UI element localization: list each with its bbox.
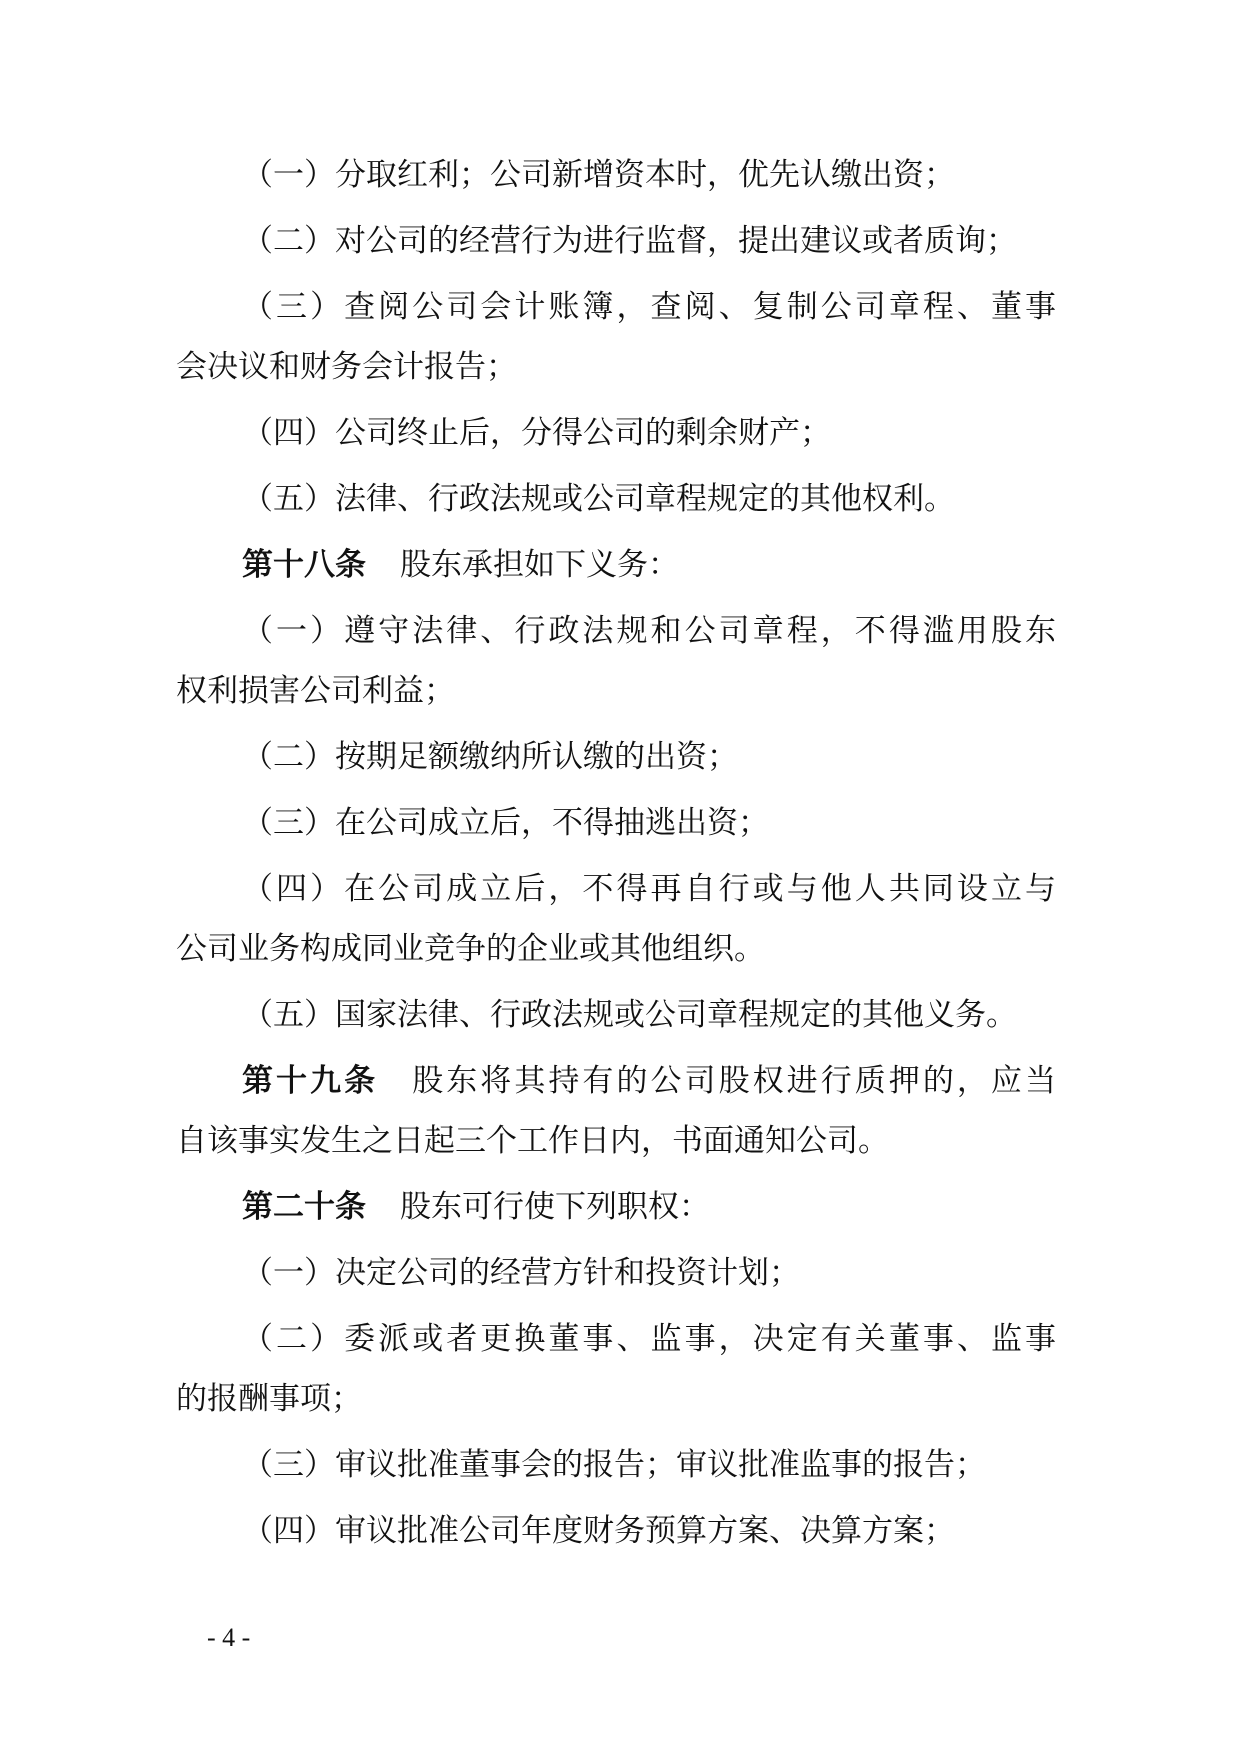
article-19-heading: 第十九条 — [242, 1063, 379, 1099]
article-18-heading: 第十八条 — [242, 547, 366, 583]
paragraph-line: （三）查阅公司会计账簿，查阅、复制公司章程、董事 — [242, 289, 1056, 325]
paragraph-line: （一）决定公司的经营方针和投资计划； — [242, 1255, 800, 1291]
paragraph-line: （一）分取红利；公司新增资本时，优先认缴出资； — [242, 157, 955, 193]
paragraph-line: （二）委派或者更换董事、监事，决定有关董事、监事 — [242, 1321, 1056, 1357]
article-20-heading: 第二十条 — [242, 1189, 366, 1225]
paragraph-line: 会决议和财务会计报告； — [176, 349, 517, 385]
paragraph-line: （五）法律、行政法规或公司章程规定的其他权利。 — [242, 481, 955, 517]
paragraph-line: （五）国家法律、行政法规或公司章程规定的其他义务。 — [242, 997, 1017, 1033]
article-20-line — [242, 1174, 1056, 1240]
article-19-text: 股东将其持有的公司股权进行质押的，应当 — [412, 1063, 1057, 1099]
paragraph-line: （三）审议批准董事会的报告；审议批准监事的报告； — [242, 1447, 986, 1483]
paragraph-line: 权利损害公司利益； — [176, 673, 455, 709]
page-number: - 4 - — [207, 1623, 251, 1652]
paragraph-line: 自该事实发生之日起三个工作日内，书面通知公司。 — [176, 1123, 889, 1159]
article-18-line — [242, 532, 1056, 598]
paragraph-line: （四）在公司成立后，不得再自行或与他人共同设立与 — [242, 871, 1056, 907]
paragraph-line: （三）在公司成立后，不得抽逃出资； — [242, 805, 769, 841]
article-20-text: 股东可行使下列职权： — [400, 1189, 710, 1225]
paragraph-line: 的报酬事项； — [176, 1381, 362, 1417]
paragraph-line: 公司业务构成同业竞争的企业或其他组织。 — [176, 931, 765, 967]
paragraph-line: （一）遵守法律、行政法规和公司章程，不得滥用股东 — [242, 613, 1056, 649]
article-18-text: 股东承担如下义务： — [400, 547, 679, 583]
paragraph-line: （四）审议批准公司年度财务预算方案、决算方案； — [242, 1513, 955, 1549]
paragraph-line: （二）按期足额缴纳所认缴的出资； — [242, 739, 738, 775]
article-19-line — [242, 1048, 1056, 1114]
paragraph-line: （二）对公司的经营行为进行监督，提出建议或者质询； — [242, 223, 1017, 259]
paragraph-line: （四）公司终止后，分得公司的剩余财产； — [242, 415, 831, 451]
